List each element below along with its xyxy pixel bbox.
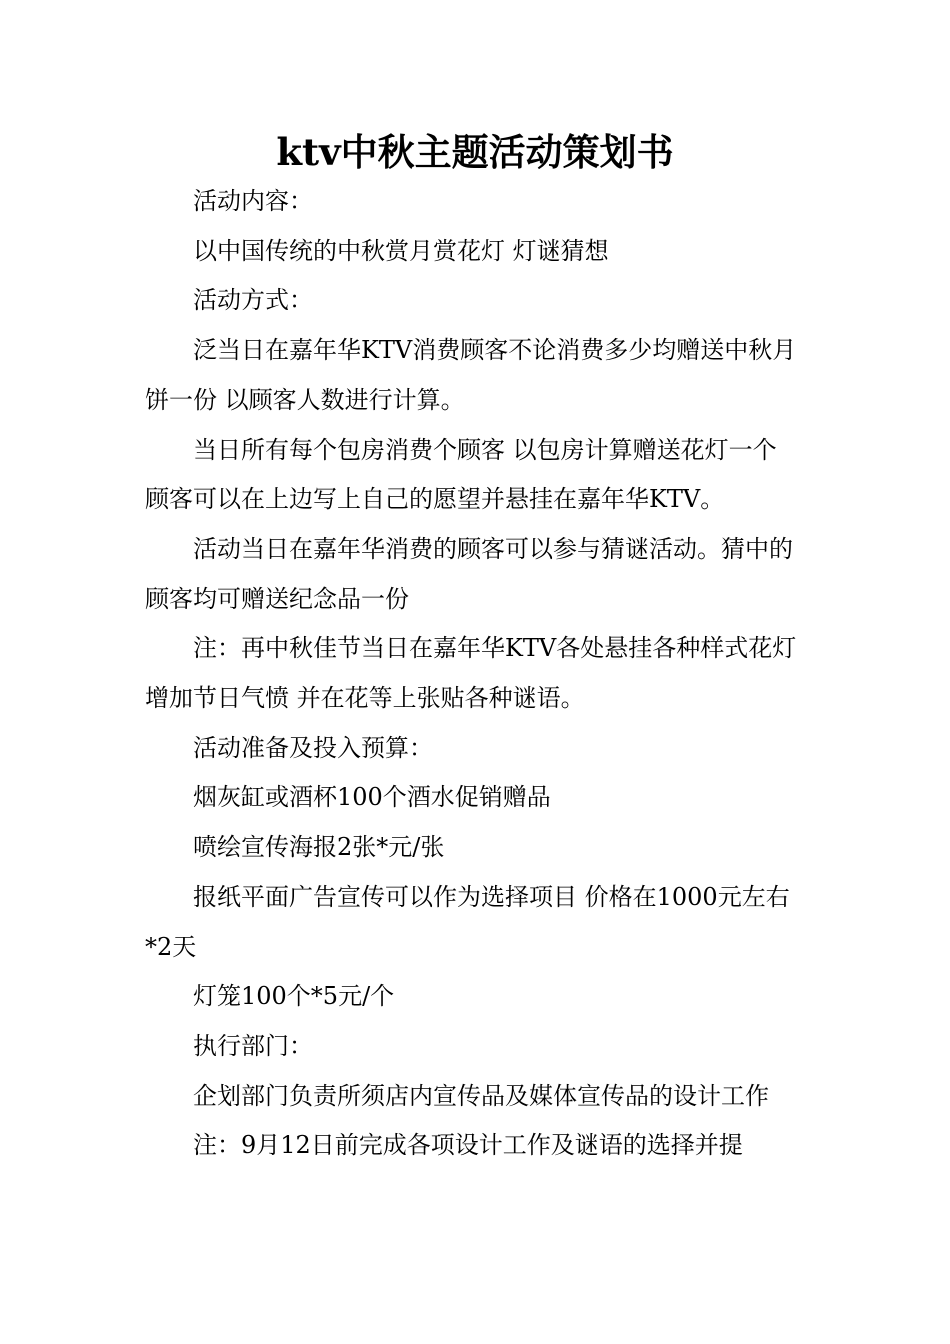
paragraph-activity-content: 以中国传统的中秋赏月赏花灯 灯谜猜想 bbox=[193, 236, 609, 265]
paragraph-budget-lantern: 灯笼100个*5元/个 bbox=[193, 982, 395, 1011]
paragraph-mooncake-gift: 泛当日在嘉年华KTV消费顾客不论消费多少均赠送中秋月饼一份 以顾客人数进行计算。 bbox=[145, 336, 797, 414]
paragraph-budget-newspaper: 报纸平面广告宣传可以作为选择项目 价格在1000元左右*2天 bbox=[145, 882, 790, 961]
paragraph-department-heading: 执行部门： bbox=[193, 1031, 313, 1060]
paragraph-budget-ashtray: 烟灰缸或酒杯100个酒水促销赠品 bbox=[193, 783, 551, 812]
paragraph-activity-method-heading: 活动方式： bbox=[193, 286, 313, 315]
paragraph-budget-heading: 活动准备及投入预算： bbox=[193, 733, 433, 762]
paragraph-activity-content-heading: 活动内容： bbox=[193, 187, 313, 215]
paragraph-planning-department: 企划部门负责所须店内宣传品及媒体宣传品的设计工作 bbox=[193, 1081, 769, 1110]
paragraph-lantern-gift: 当日所有每个包房消费个顾客 以包房计算赠送花灯一个 顾客可以在上边写上自己的愿望并悬挂在嘉年华KTV。 bbox=[145, 435, 785, 514]
paragraph-decoration-note: 注：再中秋佳节当日在嘉年华KTV各处悬挂各种样式花灯增加节日气愤 并在花等上张贴各种谜语。 bbox=[145, 634, 797, 713]
document-title: ktv中秋主题活动策划书 bbox=[276, 130, 674, 174]
paragraph-deadline-note: 注：9月12日前完成各项设计工作及谜语的选择并提 bbox=[193, 1131, 743, 1160]
document-body bbox=[145, 177, 807, 1171]
paragraph-budget-poster: 喷绘宣传海报2张*元/张 bbox=[193, 833, 445, 862]
paragraph-riddle-activity: 活动当日在嘉年华消费的顾客可以参与猜谜活动。猜中的顾客均可赠送纪念品一份 bbox=[145, 534, 793, 613]
